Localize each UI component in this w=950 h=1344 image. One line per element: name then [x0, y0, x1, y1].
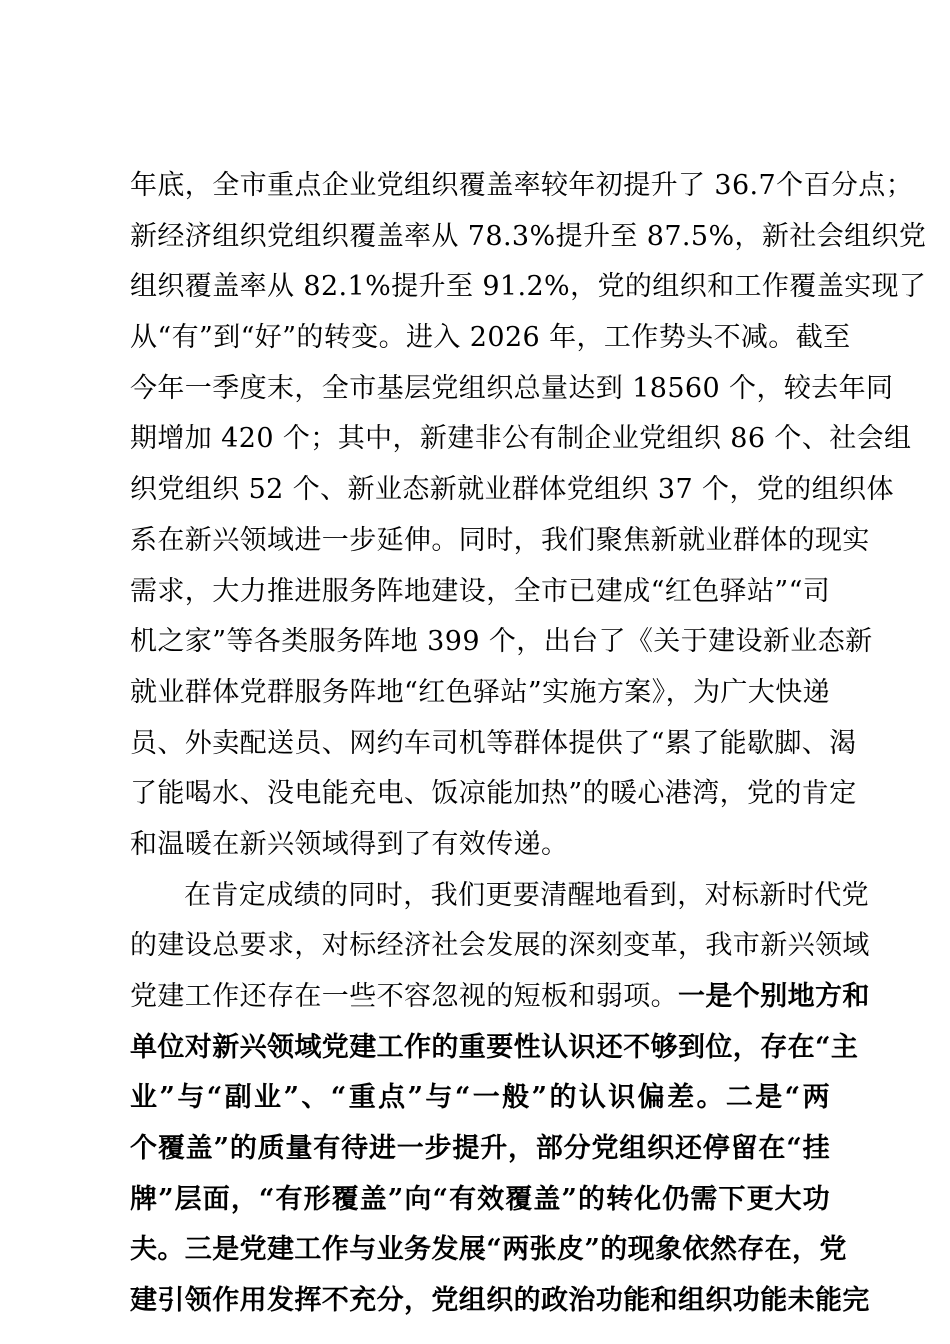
bold-line: 业”与“副业”、“重点”与“一般”的认识偏差。二是“两 — [130, 1082, 830, 1114]
paragraph-line: 织党组织 52 个、新业态新就业群体党组织 37 个，党的组织体 — [130, 474, 894, 506]
bold-text: 一是个别地方和 — [678, 981, 870, 1012]
paragraph-line: 员、外卖配送员、网约车司机等群体提供了“累了能歇脚、渴 — [130, 727, 857, 759]
bold-line: 牌”层面，“有形覆盖”向“有效覆盖”的转化仍需下更大功 — [130, 1183, 830, 1215]
paragraph-line: 新经济组织党组织覆盖率从 78.3%提升至 87.5%，新社会组织党 — [130, 220, 927, 252]
paragraph-line: 年底，全市重点企业党组织覆盖率较年初提升了 36.7个百分点； — [130, 170, 914, 201]
bold-line: 个覆盖”的质量有待进一步提升，部分党组织还停留在“挂 — [130, 1133, 830, 1165]
paragraph-shortcomings — [130, 871, 870, 1327]
paragraph-line-mixed — [130, 972, 870, 1023]
paragraph-line: 了能喝水、没电能充电、饭凉能加热”的暖心港湾，党的肯定 — [130, 778, 857, 810]
bold-line: 夫。三是党建工作与业务发展“两张皮”的现象依然存在，党 — [130, 1234, 847, 1266]
paragraph-line: 机之家”等各类服务阵地 399 个，出台了《关于建设新业态新 — [130, 626, 873, 658]
paragraph-line: 需求，大力推进服务阵地建设，全市已建成“红色驿站”“司 — [130, 575, 831, 607]
paragraph-line: 在肯定成绩的同时，我们更要清醒地看到，对标新时代党 — [184, 879, 869, 911]
paragraph-line: 组织覆盖率从 82.1%提升至 91.2%，党的组织和工作覆盖实现了 — [130, 271, 927, 303]
document-body — [130, 161, 927, 1327]
normal-text: 党建工作还存在一些不容忽视的短板和弱项。 — [130, 981, 678, 1012]
paragraph-line: 就业群体党群服务阵地“红色驿站”实施方案》，为广大快递 — [130, 676, 830, 708]
paragraph-line: 今年一季度末，全市基层党组织总量达到 18560 个，较去年同 — [130, 372, 894, 404]
paragraph-line: 期增加 420 个；其中，新建非公有制企业党组织 86 个、社会组 — [130, 423, 912, 455]
paragraph-line: 和温暖在新兴领域得到了有效传递。 — [130, 828, 569, 860]
paragraph-line: 系在新兴领域进一步延伸。同时，我们聚焦新就业群体的现实 — [130, 524, 870, 556]
bold-line: 单位对新兴领域党建工作的重要性认识还不够到位，存在“主 — [130, 1031, 859, 1063]
paragraph-line: 的建设总要求，对标经济社会发展的深刻变革，我市新兴领域 — [130, 930, 870, 962]
bold-line: 建引领作用发挥不充分，党组织的政治功能和组织功能未能完 — [130, 1285, 870, 1317]
paragraph-line: 从“有”到“好”的转变。进入 2026 年，工作势头不减。截至 — [130, 322, 851, 354]
paragraph-achievements — [130, 161, 927, 871]
